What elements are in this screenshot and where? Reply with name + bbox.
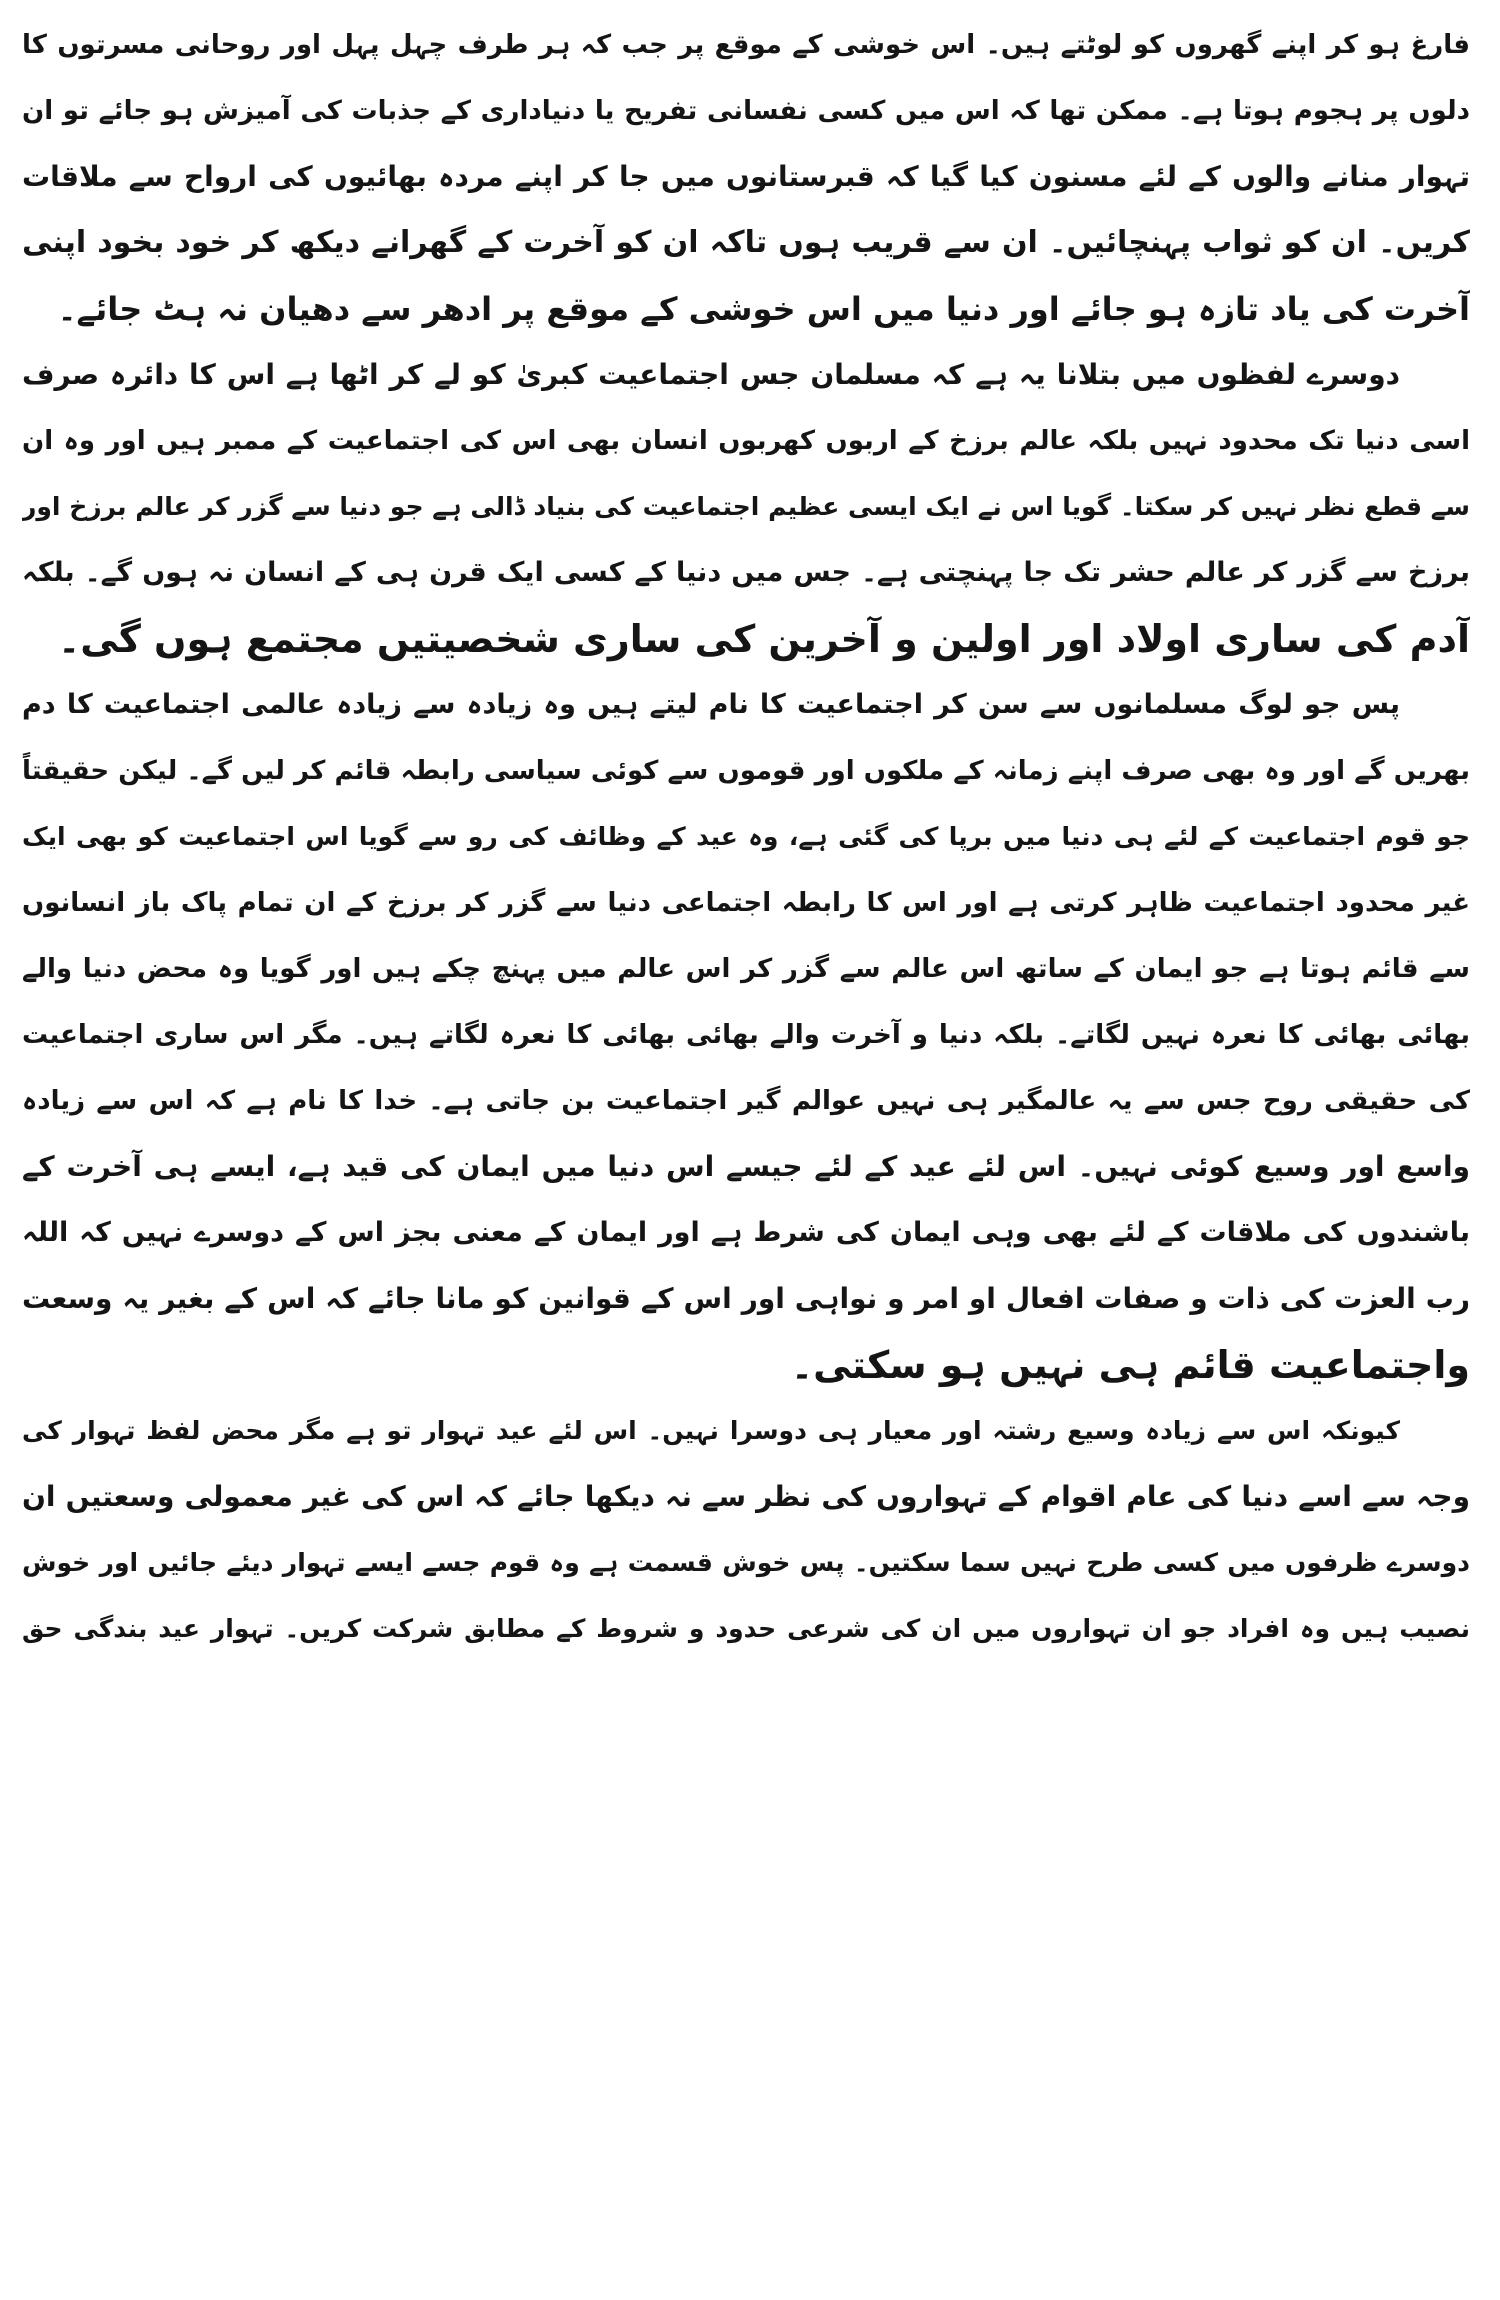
text-line: نصیب ہیں وہ افراد جو ان تہواروں میں ان کی شرعی حدود و شروط کے مطابق شرکت کریں۔ تہوار عید بندگی حق <box>22 1614 1470 1643</box>
paragraph-2 <box>22 342 1470 672</box>
text-line: غیر محدود اجتماعیت ظاہر کرتی ہے اور اس کا رابطہ اجتماعی دنیا سے گزر کر برزخ کے ان تمام پاک باز انسانوں <box>22 888 1470 918</box>
text-line: بھائی بھائی کا نعرہ نہیں لگاتے۔ بلکہ دنیا و آخرت والے بھائی بھائی کا نعرہ لگاتے ہیں۔ مگر اس ساری اجتماعیت <box>22 1020 1470 1050</box>
text-line: اسی دنیا تک محدود نہیں بلکہ عالم برزخ کے اربوں کھربوں انسان بھی اس کی اجتماعیت کے ممبر ہیں اور وہ ان <box>22 426 1470 456</box>
text-line: فارغ ہو کر اپنے گھروں کو لوٹتے ہیں۔ اس خوشی کے موقع پر جب کہ ہر طرف چہل پہل اور روحانی مسرتوں کا <box>22 30 1470 60</box>
text-line: واجتماعیت قائم ہی نہیں ہو سکتی۔ <box>790 1343 1470 1387</box>
text-line: آدم کی ساری اولاد اور اولین و آخرین کی ساری شخصیتیں مجتمع ہوں گی۔ <box>58 617 1470 661</box>
text-line: واسع اور وسیع کوئی نہیں۔ اس لئے عید کے لئے جیسے اس دنیا میں ایمان کی قید ہے، ایسے ہی آخرت کے <box>22 1150 1470 1183</box>
text-line: کیونکہ اس سے زیادہ وسیع رشتہ اور معیار ہی دوسرا نہیں۔ اس لئے عید تہوار تو ہے مگر محض لفظ تہوار کی <box>22 1416 1400 1445</box>
text-line: وجہ سے اسے دنیا کی عام اقوام کے تہواروں کی نظر سے نہ دیکھا جائے کہ اس کی غیر معمولی وسعتیں ان <box>22 1480 1470 1513</box>
paragraph-3 <box>22 672 1470 1398</box>
text-line: برزخ سے گزر کر عالم حشر تک جا پہنچتی ہے۔ جس میں دنیا کے کسی ایک قرن ہی کے انسان نہ ہوں گے۔ بلکہ <box>22 557 1470 588</box>
text-line: بھریں گے اور وہ بھی صرف اپنے زمانہ کے ملکوں اور قوموں سے کوئی سیاسی رابطہ قائم کر لیں گے۔ لیکن حقیقتاً <box>22 756 1470 786</box>
text-line: سے قائم ہوتا ہے جو ایمان کے ساتھ اس عالم سے گزر کر اس عالم میں پہنچ چکے ہیں اور گویا وہ محض دنیا والے <box>22 954 1470 984</box>
text-line: دلوں پر ہجوم ہوتا ہے۔ ممکن تھا کہ اس میں کسی نفسانی تفریح یا دنیاداری کے جذبات کی آمیزش ہو جائے تو ان <box>22 96 1470 126</box>
text-line: تہوار منانے والوں کے لئے مسنون کیا گیا کہ قبرستانوں میں جا کر اپنے مردہ بھائیوں کی ارواح سے ملاقات <box>22 160 1470 193</box>
text-line: باشندوں کی ملاقات کے لئے بھی وہی ایمان کی شرط ہے اور ایمان کے معنی بجز اس کے دوسرے نہیں کہ اللہ <box>22 1217 1470 1248</box>
paragraph-4 <box>22 1398 1470 1662</box>
text-line: پس جو لوگ مسلمانوں سے سن کر اجتماعیت کا نام لیتے ہیں وہ زیادہ سے زیادہ عالمی اجتماعیت کا دم <box>22 689 1400 720</box>
text-line: دوسرے لفظوں میں بتلانا یہ ہے کہ مسلمان جس اجتماعیت کبریٰ کو لے کر اٹھا ہے اس کا دائرہ صرف <box>22 358 1400 391</box>
text-line: کی حقیقی روح جس سے یہ عالمگیر ہی نہیں عوالم گیر اجتماعیت بن جاتی ہے۔ خدا کا نام ہے کہ اس سے زیادہ <box>22 1086 1470 1116</box>
text-line: دوسرے ظرفوں میں کسی طرح نہیں سما سکتیں۔ پس خوش قسمت ہے وہ قوم جسے ایسے تہوار دیئے جائیں اور خوش <box>22 1548 1470 1577</box>
text-line: آخرت کی یاد تازہ ہو جائے اور دنیا میں اس خوشی کے موقع پر ادھر سے دھیان نہ ہٹ جائے۔ <box>57 290 1470 328</box>
document-page <box>22 12 1470 2288</box>
paragraph-1 <box>22 12 1470 342</box>
text-line: رب العزت کی ذات و صفات افعال او امر و نواہی اور اس کے قوانین کو مانا جائے کہ اس کے بغیر یہ وسعت <box>22 1282 1470 1315</box>
text-line: جو قوم اجتماعیت کے لئے ہی دنیا میں برپا کی گئی ہے، وہ عید کے وظائف کی رو سے گویا اس اجتماعیت کو بھی ایک <box>22 822 1470 851</box>
text-line: کریں۔ ان کو ثواب پہنچائیں۔ ان سے قریب ہوں تاکہ ان کو آخرت کے گھرانے دیکھ کر خود بخود اپنی <box>22 225 1470 260</box>
text-line: سے قطع نظر نہیں کر سکتا۔ گویا اس نے ایک ایسی عظیم اجتماعیت کی بنیاد ڈالی ہے جو دنیا سے گزر کر عالم برزخ اور <box>22 492 1470 521</box>
